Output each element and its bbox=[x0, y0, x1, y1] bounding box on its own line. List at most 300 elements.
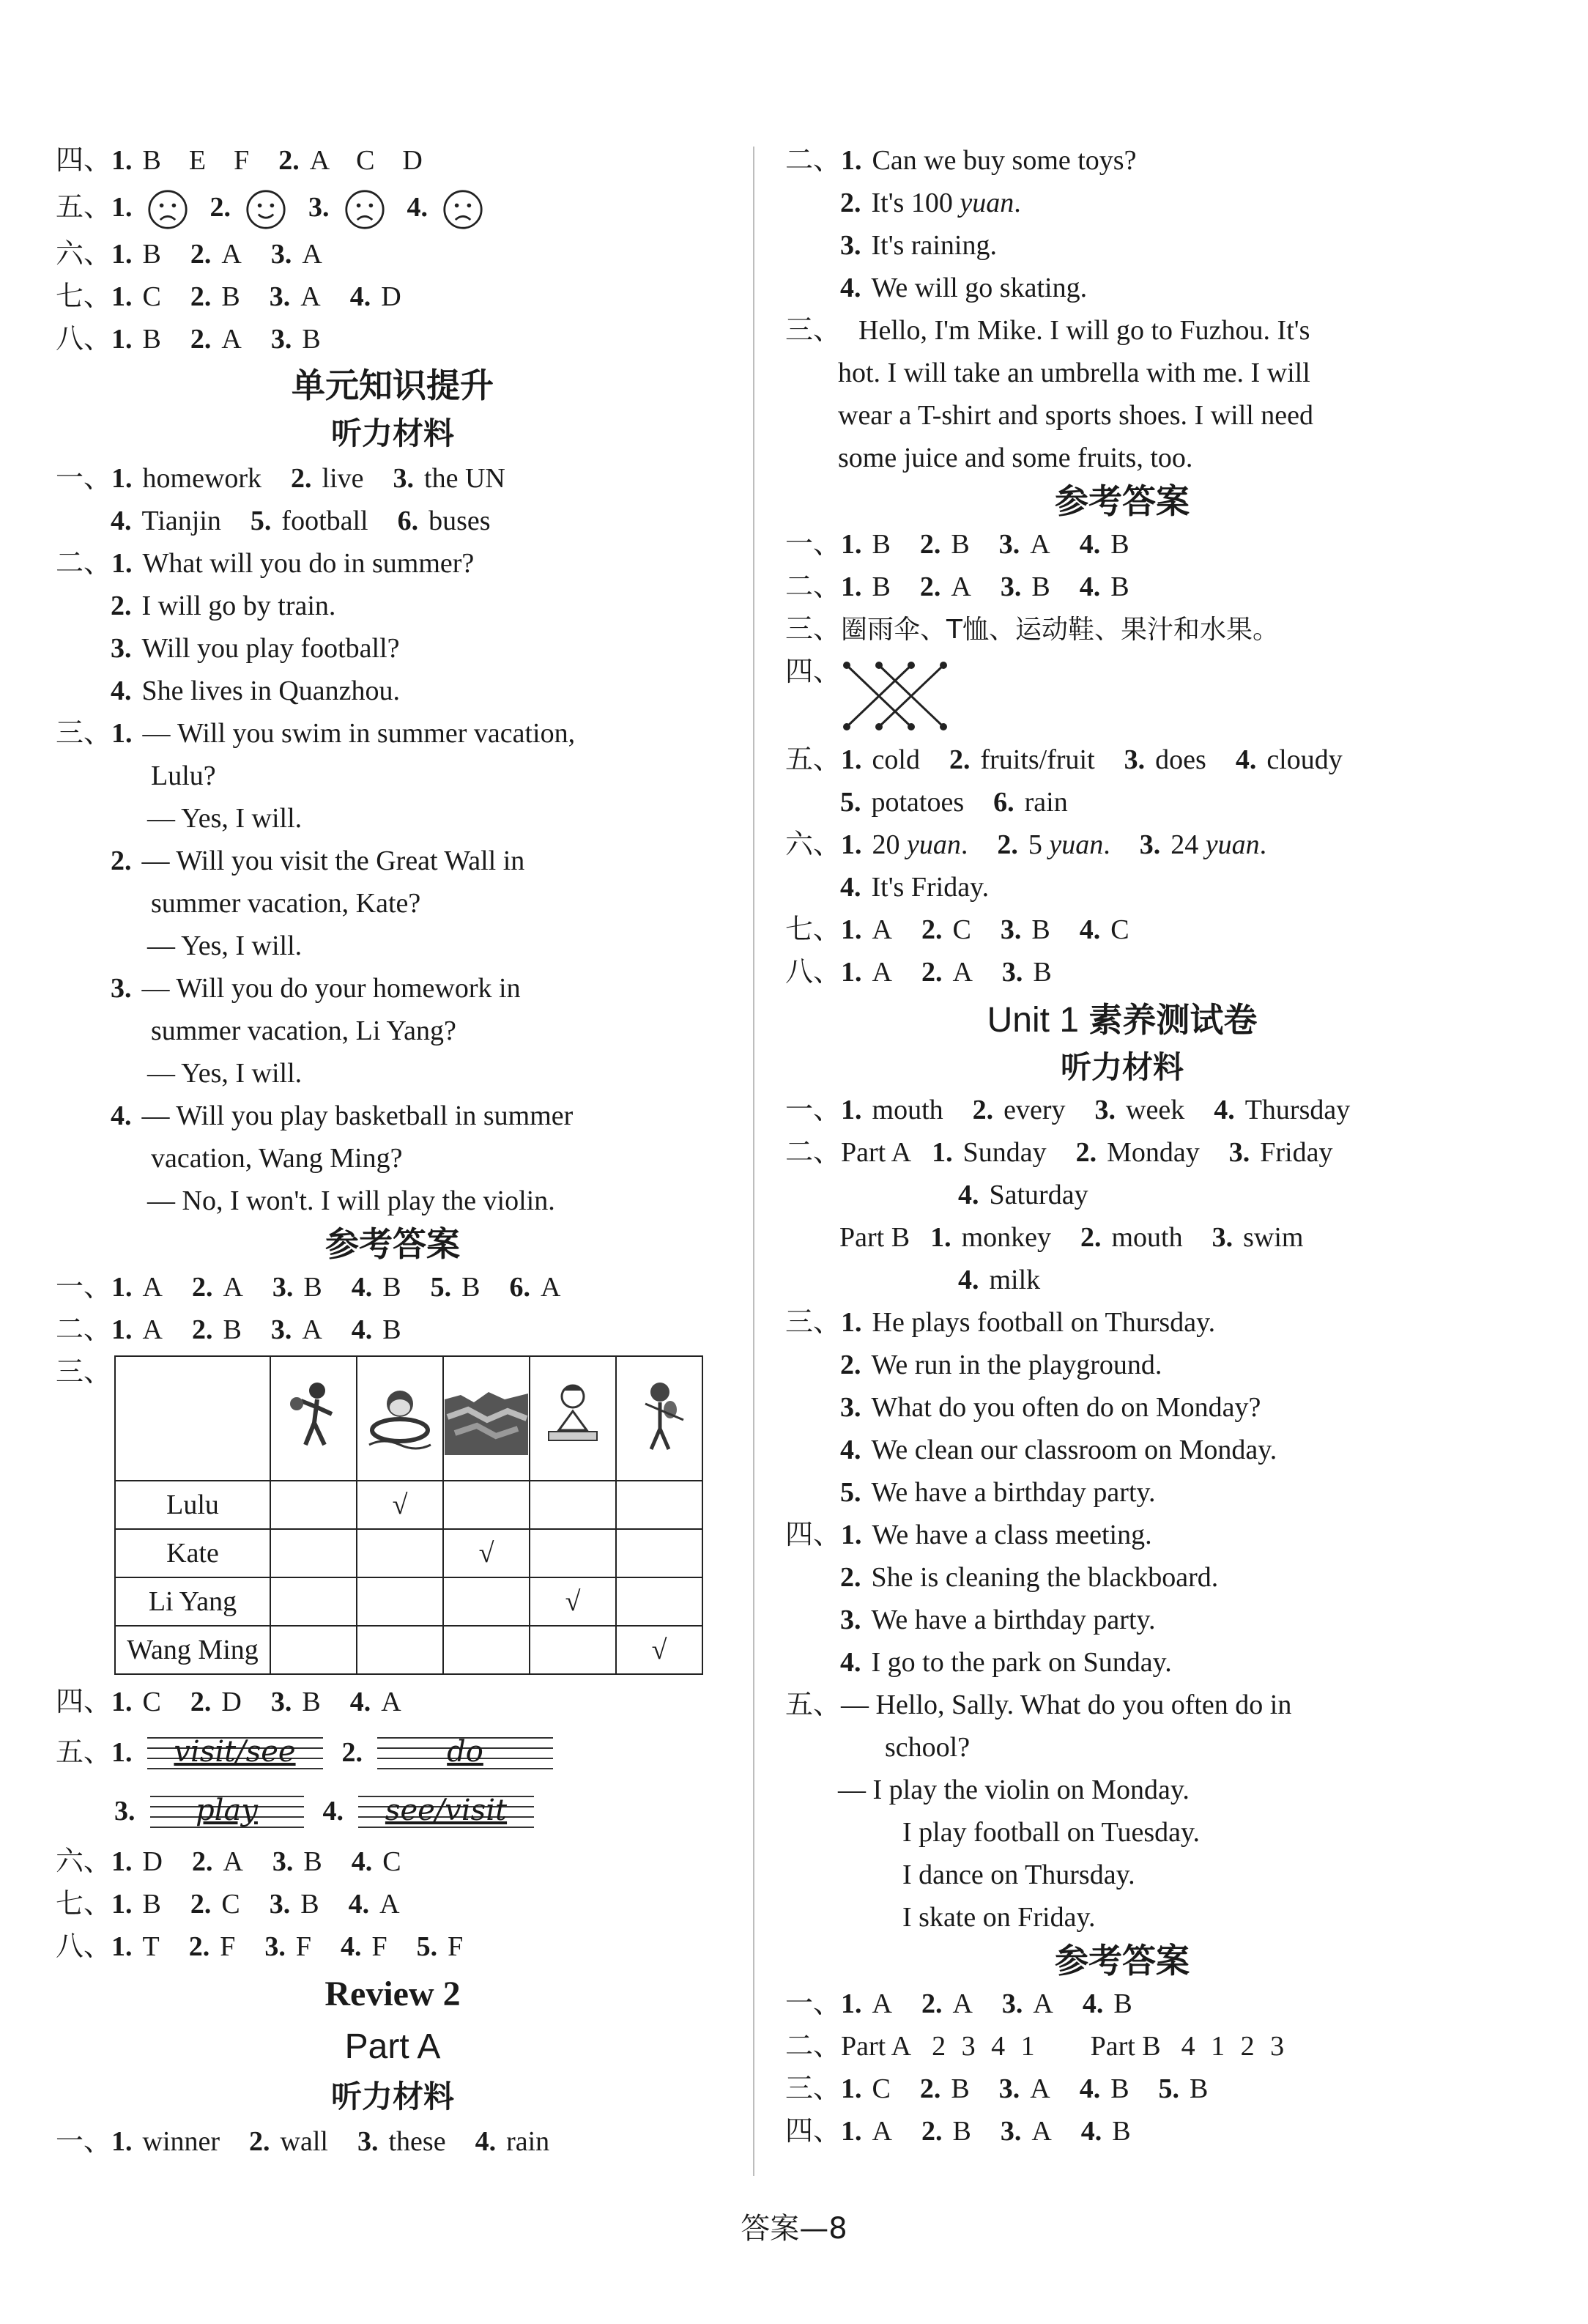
dialogue-text: Lulu? bbox=[151, 761, 216, 791]
sentence-text: She is cleaning the blackboard. bbox=[871, 1562, 1219, 1593]
answer-text: 2 3 4 1 bbox=[932, 2031, 1039, 2062]
item-number: 1. bbox=[841, 1307, 862, 1338]
item-number: 2. bbox=[921, 1988, 943, 2019]
item-number: 1. bbox=[841, 914, 862, 945]
item-number: 2. bbox=[341, 1737, 363, 1768]
answer-text: B bbox=[223, 1314, 242, 1345]
answer-line bbox=[785, 951, 1459, 993]
matching-line bbox=[785, 651, 1459, 739]
picture-cell bbox=[270, 1356, 357, 1481]
part-label: Part A bbox=[841, 1137, 912, 1168]
sentence-text: It's 100 bbox=[871, 188, 960, 218]
item-number: 5. bbox=[430, 1272, 452, 1303]
answer-text: B bbox=[461, 1272, 481, 1303]
checklist-table bbox=[114, 1355, 703, 1675]
sad-face-icon bbox=[442, 189, 483, 230]
item-number: 2. bbox=[111, 845, 132, 876]
answer-line bbox=[56, 2120, 730, 2163]
great-wall-icon bbox=[445, 1374, 528, 1455]
sentence-line bbox=[56, 670, 730, 712]
item-number: 4. bbox=[840, 1647, 861, 1678]
answer-line: 六、1. 20 yuan. 2. 5 yuan. 3. 24 yuan. bbox=[785, 824, 1459, 866]
answer-text: B bbox=[952, 2116, 971, 2147]
faces-line bbox=[56, 182, 730, 233]
part-label: Part B bbox=[839, 1222, 910, 1253]
answer-text: B bbox=[382, 1314, 401, 1345]
answer-text: D bbox=[142, 1846, 163, 1877]
sentence-line bbox=[56, 585, 730, 627]
dialogue-text: — I play the violin on Monday. bbox=[838, 1775, 1190, 1805]
answer-text: F bbox=[220, 1931, 236, 1962]
answer-text: Saturday bbox=[989, 1180, 1088, 1210]
answer-text: B bbox=[303, 1272, 322, 1303]
answer-text: A bbox=[142, 1272, 163, 1303]
answer-text: B E F bbox=[142, 145, 250, 176]
answer-text: A bbox=[223, 1272, 243, 1303]
passage-text: Hello, I'm Mike. I will go to Fuzhou. It's bbox=[858, 315, 1310, 346]
section-marker: 三、 bbox=[785, 614, 842, 645]
answer-text: rain bbox=[1024, 787, 1068, 818]
dialogue-line bbox=[785, 1726, 1459, 1769]
answer-text: A bbox=[952, 1988, 973, 2019]
dialogue-text: summer vacation, Kate? bbox=[151, 888, 421, 919]
dialogue-line bbox=[785, 1684, 1459, 1726]
handwriting-line bbox=[56, 1782, 730, 1840]
sentence-line bbox=[56, 542, 730, 585]
answer-line bbox=[785, 908, 1459, 951]
sentence-line bbox=[785, 267, 1459, 309]
answer-text: A bbox=[379, 1889, 400, 1920]
item-number: 2. bbox=[191, 1846, 213, 1877]
sentence-text: . bbox=[1014, 188, 1021, 218]
item-number: 1. bbox=[841, 957, 862, 988]
item-number: 4. bbox=[111, 506, 132, 536]
sad-face-icon bbox=[344, 189, 385, 230]
answer-text: A bbox=[872, 914, 892, 945]
dialogue-text: I dance on Thursday. bbox=[902, 1859, 1135, 1890]
item-number: 3. bbox=[840, 1392, 861, 1423]
item-number: 2. bbox=[190, 281, 212, 312]
section-marker: 六、 bbox=[785, 829, 842, 860]
section-marker: 四、 bbox=[56, 1687, 112, 1717]
answer-text: B bbox=[872, 529, 891, 560]
answer-text: every bbox=[1003, 1095, 1066, 1125]
item-number: 4. bbox=[407, 192, 428, 223]
sentence-text: We clean our classroom on Monday. bbox=[871, 1435, 1277, 1465]
answer-text: live bbox=[322, 463, 364, 494]
answer-text: B bbox=[1110, 529, 1129, 560]
answer-line bbox=[785, 2068, 1459, 2110]
dialogue-line bbox=[785, 1769, 1459, 1811]
item-number: 1. bbox=[841, 829, 862, 860]
item-number: 2. bbox=[278, 145, 300, 176]
item-number: 2. bbox=[291, 463, 312, 494]
item-number: 2. bbox=[190, 1687, 212, 1717]
sentence-text: I go to the park on Sunday. bbox=[871, 1647, 1172, 1678]
answer-text: B bbox=[1031, 571, 1050, 602]
answer-text: cold bbox=[872, 744, 920, 775]
section-title: Review 2 bbox=[324, 1975, 461, 2013]
item-number: 1. bbox=[930, 1222, 951, 1253]
answer-line bbox=[785, 739, 1459, 781]
subsection-title: 参考答案 bbox=[325, 1224, 460, 1264]
dialogue-text: I play football on Tuesday. bbox=[902, 1817, 1201, 1848]
sentence-text: She lives in Quanzhou. bbox=[141, 676, 401, 706]
subsection-title: Part A bbox=[344, 2027, 441, 2066]
item-number: 2. bbox=[1075, 1137, 1097, 1168]
answer-text: D bbox=[221, 1687, 242, 1717]
item-number: 3. bbox=[357, 2126, 379, 2157]
answer-text: It's Friday. bbox=[871, 872, 990, 903]
answer-text: B bbox=[382, 1272, 401, 1303]
item-number: 3. bbox=[1212, 1222, 1233, 1253]
answer-text: B bbox=[951, 529, 970, 560]
answer-line bbox=[785, 1216, 1459, 1259]
basketball-player-icon bbox=[281, 1374, 346, 1455]
sentence-line bbox=[785, 1386, 1459, 1429]
answer-text: 5 bbox=[1028, 829, 1050, 860]
part-label: Part B bbox=[1090, 2031, 1161, 2062]
dialogue-text: — Will you play basketball in summer bbox=[141, 1100, 574, 1131]
item-number: 3. bbox=[270, 324, 292, 355]
section-marker: 二、 bbox=[56, 1314, 112, 1345]
item-number: 5. bbox=[840, 787, 861, 818]
answer-text: wall bbox=[280, 2126, 328, 2157]
answer-text: 圈雨伞、T恤、运动鞋、果汁和水果。 bbox=[841, 615, 1280, 645]
passage-line bbox=[785, 437, 1459, 479]
sentence-italic: yuan bbox=[960, 188, 1014, 218]
passage-line bbox=[785, 394, 1459, 437]
right-column bbox=[785, 139, 1459, 2153]
answer-line bbox=[56, 318, 730, 360]
section-marker: 七、 bbox=[785, 914, 842, 945]
item-number: 1. bbox=[111, 1889, 133, 1920]
answer-text: A bbox=[221, 324, 242, 355]
sentence-text: Can we buy some toys? bbox=[872, 145, 1137, 176]
handwritten-answer: play bbox=[196, 1794, 258, 1828]
picture-cell bbox=[530, 1356, 616, 1481]
answer-line bbox=[785, 866, 1459, 908]
check-cell: √ bbox=[530, 1577, 616, 1626]
item-number: 5. bbox=[416, 1931, 438, 1962]
answer-line bbox=[56, 1883, 730, 1925]
item-number: 3. bbox=[1000, 571, 1022, 602]
item-number: 3. bbox=[111, 633, 132, 664]
item-number: 1. bbox=[841, 2116, 862, 2147]
item-number: 5. bbox=[1158, 2073, 1180, 2104]
item-number: 4. bbox=[1079, 914, 1101, 945]
answer-text: A bbox=[1030, 529, 1050, 560]
sentence-line bbox=[785, 1429, 1459, 1471]
item-number: 3. bbox=[270, 1687, 292, 1717]
item-number: 1. bbox=[111, 1687, 133, 1717]
item-number: 3. bbox=[270, 1314, 292, 1345]
picture-cell bbox=[357, 1356, 443, 1481]
dialogue-line bbox=[56, 1180, 730, 1222]
check-cell bbox=[616, 1481, 702, 1529]
dialogue-line bbox=[56, 1095, 730, 1137]
section-marker: 六、 bbox=[56, 239, 112, 270]
item-number: 3. bbox=[269, 1889, 291, 1920]
section-marker: 三、 bbox=[785, 2073, 842, 2104]
item-number: 3. bbox=[1228, 1137, 1250, 1168]
answer-text: 4 1 2 3 bbox=[1181, 2031, 1289, 2062]
sentence-text: We run in the playground. bbox=[871, 1350, 1162, 1380]
item-number: 3. bbox=[1124, 744, 1146, 775]
section-marker: 一、 bbox=[56, 1272, 112, 1303]
dialogue-text: I skate on Friday. bbox=[902, 1902, 1096, 1933]
section-marker: 一、 bbox=[785, 1095, 842, 1125]
item-number: 5. bbox=[840, 1477, 861, 1508]
subsection-title: 听力材料 bbox=[1060, 1049, 1184, 1085]
answer-text: A bbox=[541, 1272, 561, 1303]
item-number: 3. bbox=[1001, 1988, 1023, 2019]
item-number: 4. bbox=[1079, 529, 1101, 560]
answer-text: A bbox=[872, 2116, 892, 2147]
item-number: 3. bbox=[998, 529, 1020, 560]
check-cell bbox=[443, 1481, 530, 1529]
check-cell bbox=[270, 1481, 357, 1529]
dialogue-text: — Will you visit the Great Wall in bbox=[141, 845, 525, 876]
answer-text: B bbox=[1110, 571, 1129, 602]
item-number: 1. bbox=[841, 145, 862, 176]
item-number: 1. bbox=[932, 1137, 953, 1168]
subsection-title: 参考答案 bbox=[1055, 481, 1190, 521]
answer-text: swim bbox=[1243, 1222, 1304, 1253]
answer-text: Friday bbox=[1260, 1137, 1333, 1168]
row-name: Lulu bbox=[115, 1481, 270, 1529]
item-number: 3. bbox=[270, 239, 292, 270]
item-number: 6. bbox=[509, 1272, 530, 1303]
section-marker: 一、 bbox=[56, 2126, 112, 2157]
check-cell bbox=[530, 1529, 616, 1577]
item-number: 1. bbox=[111, 463, 133, 494]
dialogue-text: — No, I won't. I will play the violin. bbox=[147, 1185, 555, 1216]
answer-text: A bbox=[952, 957, 973, 988]
item-number: 5. bbox=[250, 506, 272, 536]
answer-text: the UN bbox=[424, 463, 505, 494]
sentence-line bbox=[785, 224, 1459, 267]
dialogue-line bbox=[56, 1010, 730, 1052]
subsection-title: 参考答案 bbox=[1055, 1941, 1190, 1980]
answer-text: B bbox=[1113, 1988, 1132, 2019]
row-name: Wang Ming bbox=[115, 1626, 270, 1674]
answer-line bbox=[785, 1259, 1459, 1301]
answer-text: A bbox=[381, 1687, 401, 1717]
answer-text: D bbox=[381, 281, 401, 312]
handwritten-answer: visit/see bbox=[174, 1735, 296, 1769]
answer-text: homework bbox=[142, 463, 262, 494]
handwriting-blank bbox=[377, 1733, 553, 1777]
answer-text: B bbox=[142, 1889, 161, 1920]
handwriting-line bbox=[56, 1723, 730, 1782]
section-marker: 三、 bbox=[785, 1307, 842, 1338]
answer-text: C bbox=[952, 914, 971, 945]
answer-text: T bbox=[142, 1931, 160, 1962]
item-number: 4. bbox=[1235, 744, 1257, 775]
dialogue-text: — Will you swim in summer vacation, bbox=[142, 718, 576, 749]
dialogue-text: — Hello, Sally. What do you often do in bbox=[841, 1690, 1292, 1720]
dialogue-text: school? bbox=[885, 1732, 971, 1763]
table-row bbox=[115, 1529, 702, 1577]
item-number: 1. bbox=[841, 529, 862, 560]
item-number: 2. bbox=[191, 1314, 213, 1345]
item-number: 4. bbox=[348, 1889, 370, 1920]
answer-text: A bbox=[872, 1988, 892, 2019]
item-number: 1. bbox=[111, 1737, 133, 1768]
answer-text: C bbox=[1110, 914, 1129, 945]
answer-line bbox=[785, 1089, 1459, 1131]
answer-text: B bbox=[1033, 957, 1052, 988]
passage-text: some juice and some fruits, too. bbox=[838, 443, 1193, 473]
dialogue-text: vacation, Wang Ming? bbox=[151, 1143, 403, 1174]
subsection-title: 听力材料 bbox=[330, 415, 454, 451]
section-marker: 四、 bbox=[785, 656, 842, 687]
item-number: 3. bbox=[272, 1272, 294, 1303]
section-marker: 三、 bbox=[56, 718, 112, 749]
item-number: 1. bbox=[111, 324, 133, 355]
answer-unit: yuan bbox=[1049, 829, 1104, 860]
page-footer: 答案—8 bbox=[741, 2212, 847, 2246]
answer-text: B bbox=[951, 2073, 970, 2104]
answer-text: these bbox=[388, 2126, 446, 2157]
item-number: 2. bbox=[972, 1095, 994, 1125]
item-number: 2. bbox=[191, 1272, 213, 1303]
answer-text: B bbox=[1112, 2116, 1131, 2147]
sentence-text: We have a birthday party. bbox=[871, 1477, 1156, 1508]
answer-line bbox=[56, 1681, 730, 1723]
answer-line bbox=[785, 1131, 1459, 1174]
item-number: 1. bbox=[111, 145, 133, 176]
sentence-text: He plays football on Thursday. bbox=[872, 1307, 1216, 1338]
answer-text: Monday bbox=[1107, 1137, 1200, 1168]
answer-text: A bbox=[302, 1314, 322, 1345]
section-marker: 二、 bbox=[785, 145, 842, 176]
answer-line bbox=[785, 1174, 1459, 1216]
item-number: 2. bbox=[249, 2126, 270, 2157]
sentence-line bbox=[785, 1556, 1459, 1599]
check-cell bbox=[357, 1626, 443, 1674]
item-number: 4. bbox=[1079, 2073, 1101, 2104]
dialogue-line bbox=[56, 1137, 730, 1180]
answer-text: A bbox=[951, 571, 971, 602]
item-number: 4. bbox=[958, 1180, 979, 1210]
answer-text: F bbox=[295, 1931, 312, 1962]
passage-line bbox=[785, 309, 1459, 352]
item-number: 1. bbox=[111, 1846, 133, 1877]
dialogue-line bbox=[56, 712, 730, 755]
item-number: 4. bbox=[1079, 571, 1101, 602]
item-number: 1. bbox=[841, 571, 862, 602]
answer-text: A bbox=[872, 957, 892, 988]
section-marker: 二、 bbox=[785, 2031, 842, 2062]
answer-text: B bbox=[302, 324, 321, 355]
sentence-line bbox=[785, 1301, 1459, 1344]
section-marker: 八、 bbox=[785, 957, 842, 988]
row-name: Li Yang bbox=[115, 1577, 270, 1626]
item-number: 1. bbox=[111, 718, 133, 749]
table-corner-cell bbox=[115, 1356, 270, 1481]
answer-unit: yuan bbox=[907, 829, 961, 860]
item-number: 2. bbox=[840, 1562, 861, 1593]
item-number: 2. bbox=[190, 324, 212, 355]
answer-line bbox=[785, 608, 1459, 651]
dialogue-text: summer vacation, Li Yang? bbox=[151, 1015, 456, 1046]
check-cell bbox=[616, 1577, 702, 1626]
answer-text: buses bbox=[428, 506, 491, 536]
section-marker: 二、 bbox=[785, 1137, 842, 1168]
passage-text: wear a T-shirt and sports shoes. I will need bbox=[838, 400, 1314, 431]
check-cell: √ bbox=[443, 1529, 530, 1577]
section-marker: 七、 bbox=[56, 1889, 112, 1920]
section-marker: 二、 bbox=[785, 571, 842, 602]
check-cell bbox=[616, 1529, 702, 1577]
dialogue-line bbox=[56, 967, 730, 1010]
answer-text: B bbox=[303, 1846, 322, 1877]
item-number: 4. bbox=[351, 1314, 373, 1345]
answer-text: B bbox=[300, 1889, 319, 1920]
dialogue-line bbox=[785, 1854, 1459, 1896]
matching-lines-icon bbox=[836, 658, 954, 734]
table-row bbox=[115, 1626, 702, 1674]
answer-text: A bbox=[1030, 2073, 1050, 2104]
sentence-line bbox=[785, 1641, 1459, 1684]
dialogue-line bbox=[56, 797, 730, 840]
sentence-line bbox=[785, 1599, 1459, 1641]
item-number: 1. bbox=[111, 281, 133, 312]
answer-text: C bbox=[221, 1889, 240, 1920]
item-number: 6. bbox=[397, 506, 419, 536]
item-number: 6. bbox=[993, 787, 1014, 818]
part-label: Part A bbox=[841, 2031, 912, 2062]
dialogue-text: — Yes, I will. bbox=[147, 1058, 303, 1089]
item-number: 4. bbox=[840, 1435, 861, 1465]
sad-face-icon bbox=[147, 189, 188, 230]
answer-text: monkey bbox=[961, 1222, 1051, 1253]
section-marker: 三、 bbox=[785, 315, 842, 346]
check-cell bbox=[270, 1577, 357, 1626]
answer-text: winner bbox=[142, 2126, 220, 2157]
answer-text: does bbox=[1155, 744, 1206, 775]
item-number: 3. bbox=[1000, 914, 1022, 945]
item-number: 3. bbox=[393, 463, 415, 494]
subsection-title: 听力材料 bbox=[330, 2079, 454, 2114]
passage-text: hot. I will take an umbrella with me. I will bbox=[838, 358, 1310, 388]
check-cell bbox=[530, 1626, 616, 1674]
answer-text: A C D bbox=[309, 145, 423, 176]
answer-text: C bbox=[142, 281, 161, 312]
item-number: 3. bbox=[1094, 1095, 1116, 1125]
dialogue-text: — Will you do your homework in bbox=[141, 973, 521, 1004]
dialogue-line bbox=[56, 882, 730, 925]
section-marker: 五、 bbox=[56, 192, 112, 223]
column-divider bbox=[753, 147, 754, 2176]
item-number: 2. bbox=[190, 239, 212, 270]
answer-text: B bbox=[872, 571, 891, 602]
handwriting-blank bbox=[358, 1791, 534, 1835]
item-number: 2. bbox=[919, 529, 941, 560]
sentence-line bbox=[785, 139, 1459, 182]
section-marker: 五、 bbox=[56, 1737, 112, 1768]
student-writing-icon bbox=[540, 1374, 606, 1455]
answer-line bbox=[56, 1309, 730, 1351]
item-number: 4. bbox=[1214, 1095, 1235, 1125]
handwriting-blank bbox=[150, 1791, 304, 1835]
item-number: 4. bbox=[1080, 2116, 1102, 2147]
check-cell bbox=[443, 1626, 530, 1674]
item-number: 2. bbox=[840, 1350, 861, 1380]
item-number: 4. bbox=[111, 1100, 132, 1131]
